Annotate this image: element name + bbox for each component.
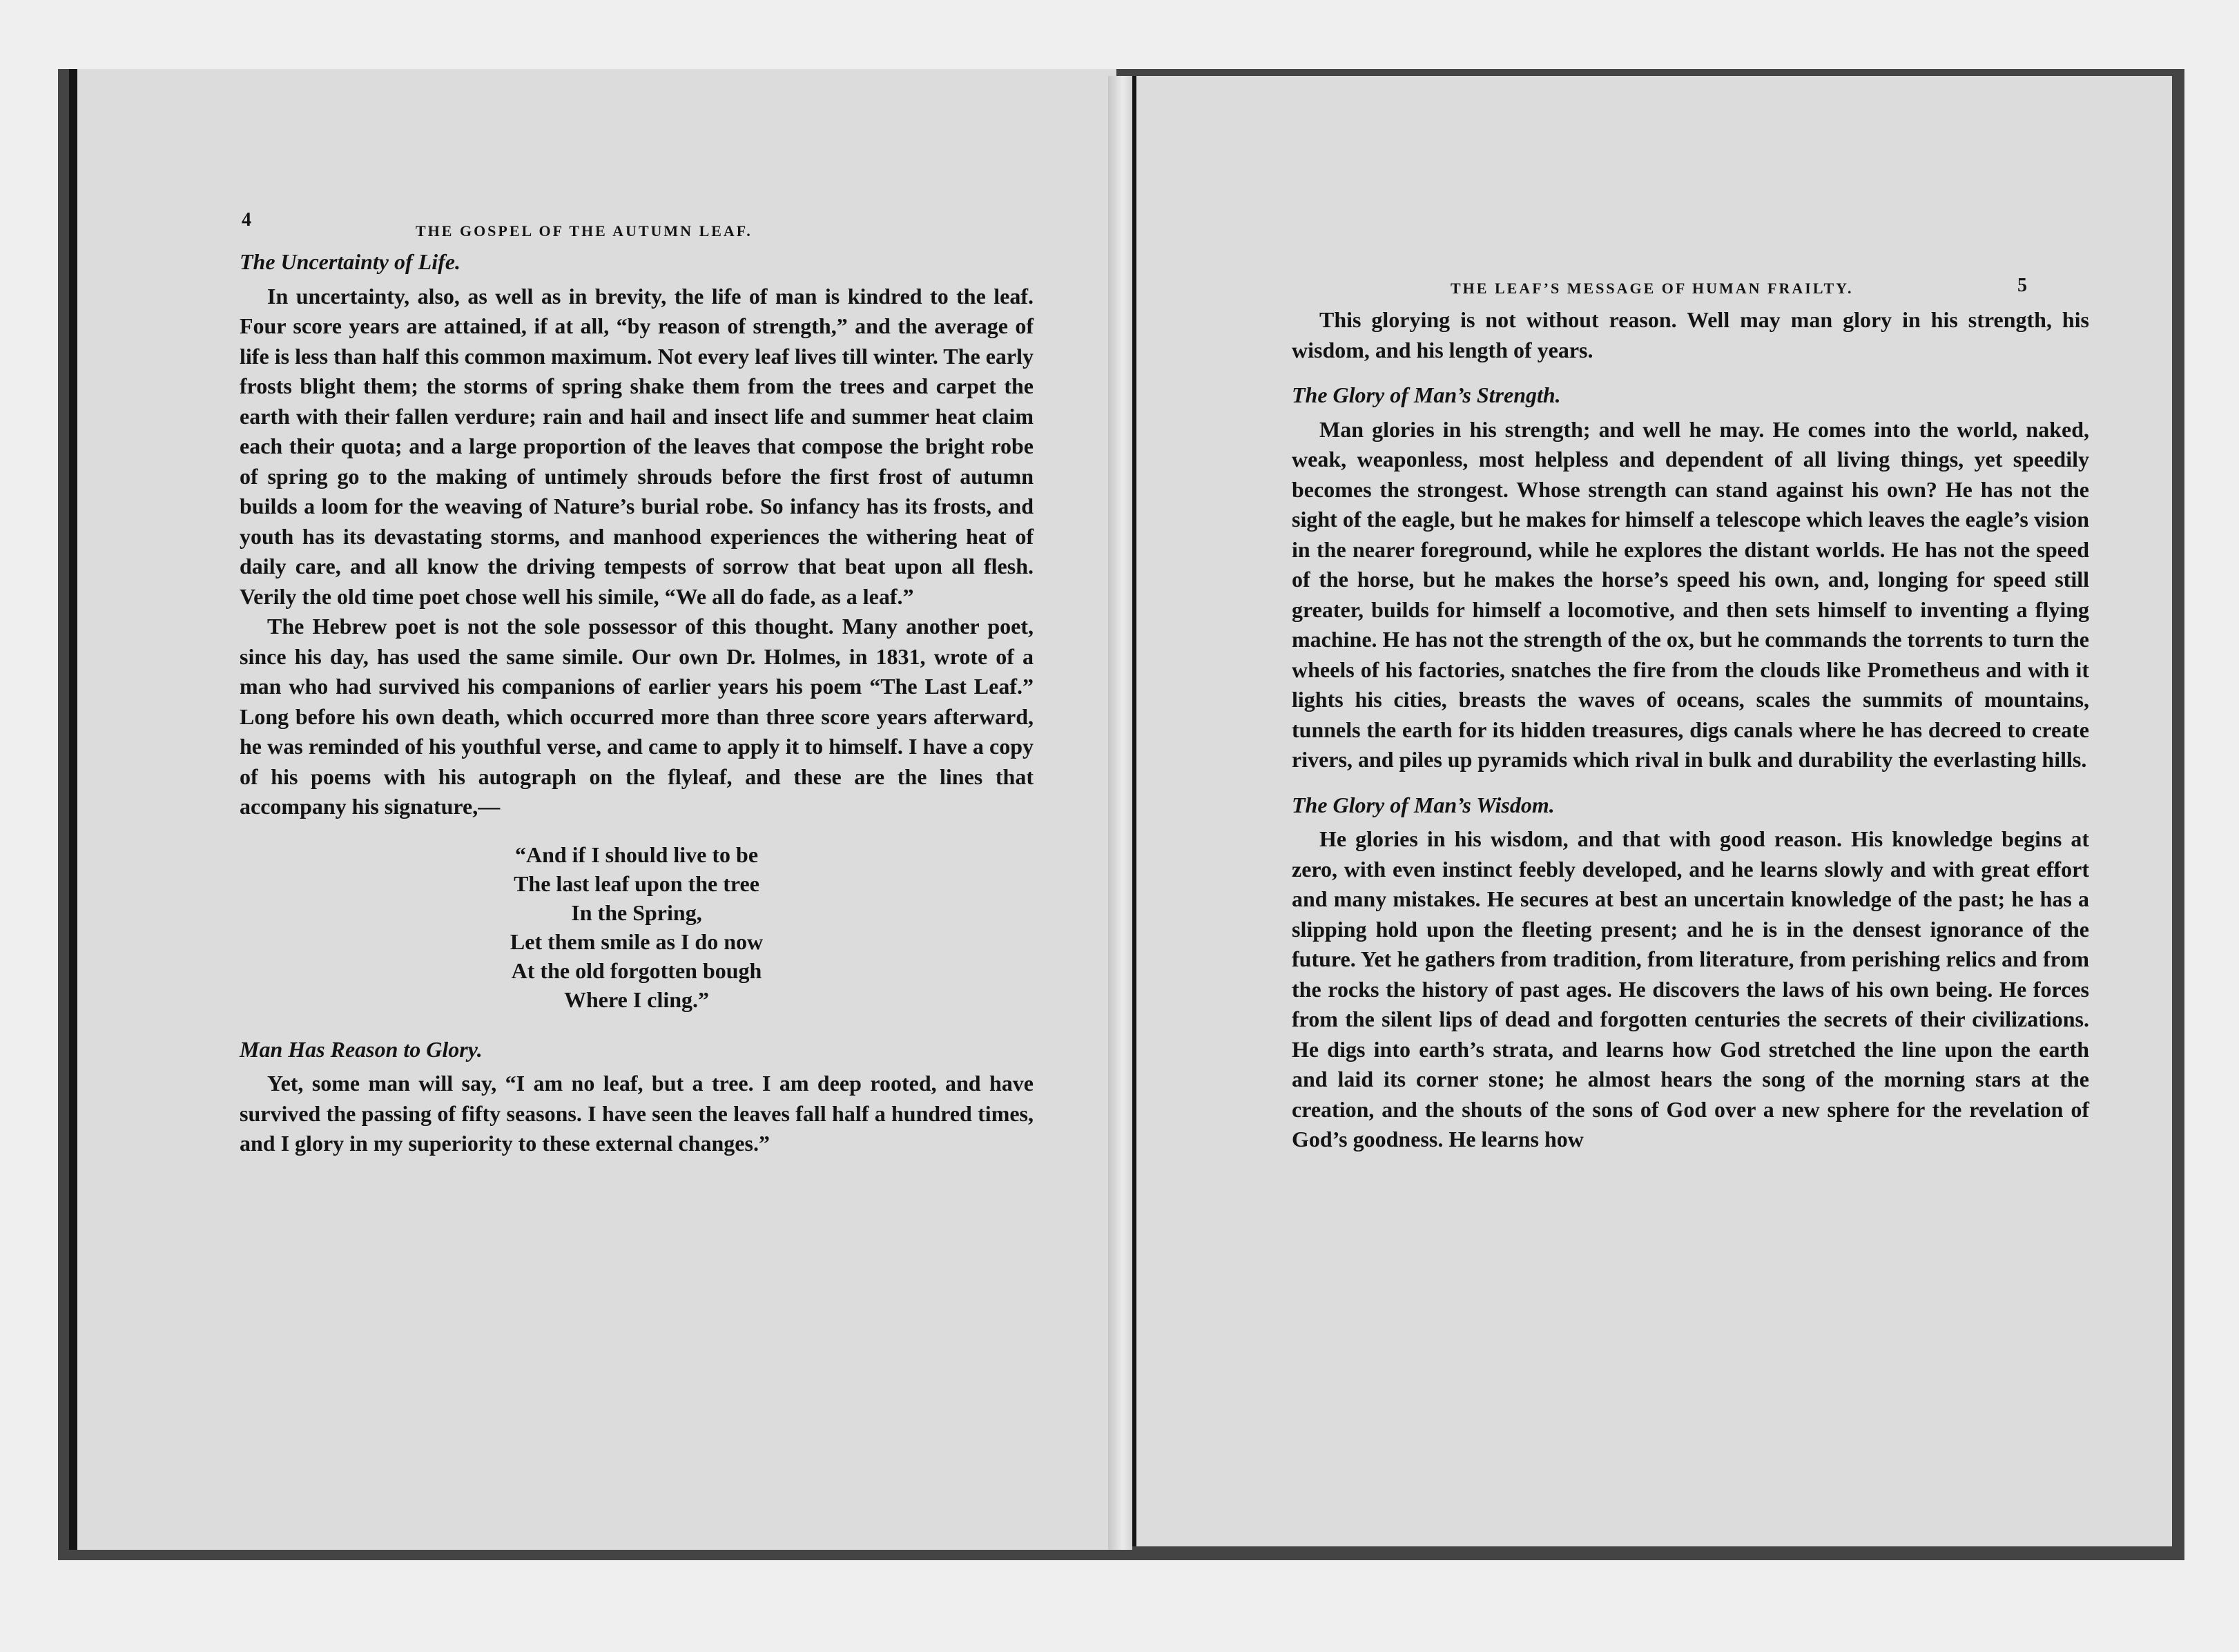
page-number-right: 5 <box>2017 275 2027 296</box>
spacer <box>1292 775 2089 790</box>
paragraph: He glories in his wisdom, and that with good reason. His knowledge begins at zero, with even instinct feebly developed, and he learns slowly and with great effort and many mistakes. He secures at best an uncertain knowledge of the past; he has a slipping hold upon the fleeting present; and he is in the densest ignorance of the future. Yet he gathers from tradition, from literature, from perishing relics and from the rocks the history of past ages. He discovers the laws of his own being. He forces from the silent lips of dead and forgotten centuries the secrets of their civilizations. He digs into earth’s strata, and learns how God stretched the line upon the earth and laid its corner stone; he almost hears the song of the morning stars at the creation, and the shouts of the sons of God over a new sphere for the revelation of God’s goodness. He learns how <box>1292 826 2089 1151</box>
poem-line: Let them smile as I do now <box>510 929 764 954</box>
paragraph: Yet, some man will say, “I am no leaf, but a tree. I am deep rooted, and have survived the passing of fifty seasons. I have seen the leaves fall half a hundred times, and I glory in my superiority to these external changes.” <box>240 1071 1034 1156</box>
poem-line: Where I cling.” <box>563 987 710 1012</box>
section-heading: The Glory of Man’s Wisdom. <box>1292 792 1555 817</box>
book-gutter <box>1108 76 1132 1550</box>
section-heading: Man Has Reason to Glory. <box>240 1036 483 1062</box>
section-heading: The Glory of Man’s Strength. <box>1292 382 1561 407</box>
left-page <box>69 69 1116 1550</box>
spacer <box>1292 365 2089 380</box>
right-text-column <box>1292 305 2089 1155</box>
poem-block <box>240 840 1034 1014</box>
poem-line: “And if I should live to be <box>514 842 759 867</box>
poem-line: At the old forgotten bough <box>511 958 762 983</box>
running-header-right: THE LEAF’S MESSAGE OF HUMAN FRAILTY. <box>1451 280 1854 297</box>
paragraph: This glorying is not without reason. Well may man glory in his strength, his wisdom, and his length of years. <box>1292 307 2089 362</box>
right-page <box>1132 76 2172 1546</box>
page-number-left: 4 <box>242 209 251 231</box>
left-text-column <box>240 247 1034 1159</box>
paragraph: The Hebrew poet is not the sole possessor of this thought. Many another poet, since his day, has used the same simile. Our own Dr. Holmes, in 1831, wrote of a man who had survived his companions of earlier years his poem “The Last Leaf.” Long before his own death, which occurred more than three score years afterward, he was reminded of his youthful verse, and came to apply it to himself. I have a copy of his poems with his autograph on the flyleaf, and these are the lines that accompany his signature,— <box>240 614 1034 819</box>
section-heading: The Uncertainty of Life. <box>240 249 461 274</box>
poem-line: The last leaf upon the tree <box>514 871 759 896</box>
poem-line: In the Spring, <box>571 900 702 925</box>
paragraph: Man glories in his strength; and well he may. He comes into the world, naked, weak, weaponless, most helpless and dependent of all living things, yet speedily becomes the strongest. Whose strength can stand against his own? He has not the sight of the eagle, but he makes for himself a telescope which leaves the eagle’s vision in the nearer foreground, while he explores the distant worlds. He has not the speed of the horse, but he makes the horse’s speed his own, and, longing for speed still greater, builds for himself a locomotive, and then sets himself to inventing a flying machine. He has not the strength of the ox, but he commands the torrents to turn the wheels of his factories, snatches the fire from the clouds like Prometheus and with it lights his cities, breasts the waves of oceans, scales the summits of mountains, tunnels the earth for its hidden treasures, digs canals where he has decreed to create rivers, and piles up pyramids which rival in bulk and durability the everlasting hills. <box>1292 416 2089 772</box>
running-header-left: THE GOSPEL OF THE AUTUMN LEAF. <box>416 222 753 240</box>
paragraph: In uncertainty, also, as well as in brevity, the life of man is kindred to the leaf. Four score years are attained, if at all, “by reason of strength,” and the average of life is less than half this common maximum. Not every leaf lives till winter. The early frosts blight them; the storms of spring shake them from the trees and carpet the earth with their fallen verdure; rain and hail and insect life and summer heat claim each their quota; and a large proportion of the leaves that compose the bright robe of spring go to the making of untimely shrouds before the first frost of autumn builds a loom for the weaving of Nature’s burial robe. So infancy has its frosts, and youth has its devastating storms, and manhood experiences the withering heat of daily care, and all know the driving tempests of sorrow that beat upon all flesh. Verily the old time poet chose well his simile, “We all do fade, as a leaf.” <box>240 283 1034 609</box>
